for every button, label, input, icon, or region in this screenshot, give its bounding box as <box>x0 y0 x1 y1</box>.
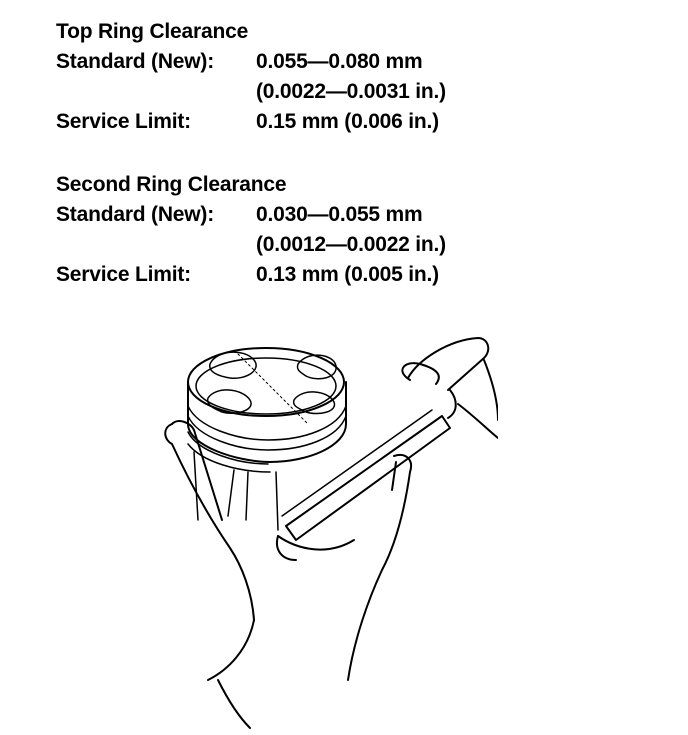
left-hand-icon <box>165 421 411 728</box>
top-ring-standard-in-row <box>56 77 446 107</box>
second-ring-standard-mm: 0.030—0.055 mm <box>256 203 423 226</box>
second-ring-standard-label: Standard (New): <box>56 203 215 226</box>
top-ring-standard-label: Standard (New): <box>56 50 215 73</box>
piston-ring-feeler-gauge-illustration <box>158 320 498 730</box>
top-ring-standard-in: (0.0022—0.0031 in.) <box>256 80 446 103</box>
second-ring-standard-row <box>56 200 446 230</box>
second-ring-clearance-spec <box>56 170 446 290</box>
second-ring-standard-in: (0.0012—0.0022 in.) <box>256 233 446 256</box>
top-ring-standard-mm: 0.055—0.080 mm <box>256 50 423 73</box>
top-ring-standard-row <box>56 47 446 77</box>
second-ring-standard-in-row <box>56 230 446 260</box>
top-ring-limit-label: Service Limit: <box>56 110 191 133</box>
top-ring-title: Top Ring Clearance <box>56 20 249 43</box>
feeler-gauge-icon <box>282 410 450 540</box>
top-ring-limit-row <box>56 107 446 137</box>
top-ring-clearance-spec <box>56 17 446 137</box>
second-ring-limit-label: Service Limit: <box>56 263 191 286</box>
second-ring-title: Second Ring Clearance <box>56 173 287 196</box>
top-ring-limit-value: 0.15 mm (0.006 in.) <box>256 110 439 133</box>
second-ring-limit-value: 0.13 mm (0.005 in.) <box>256 263 439 286</box>
right-hand-icon <box>402 338 498 438</box>
second-ring-limit-row <box>56 260 446 290</box>
piston-crown-icon <box>188 348 344 424</box>
